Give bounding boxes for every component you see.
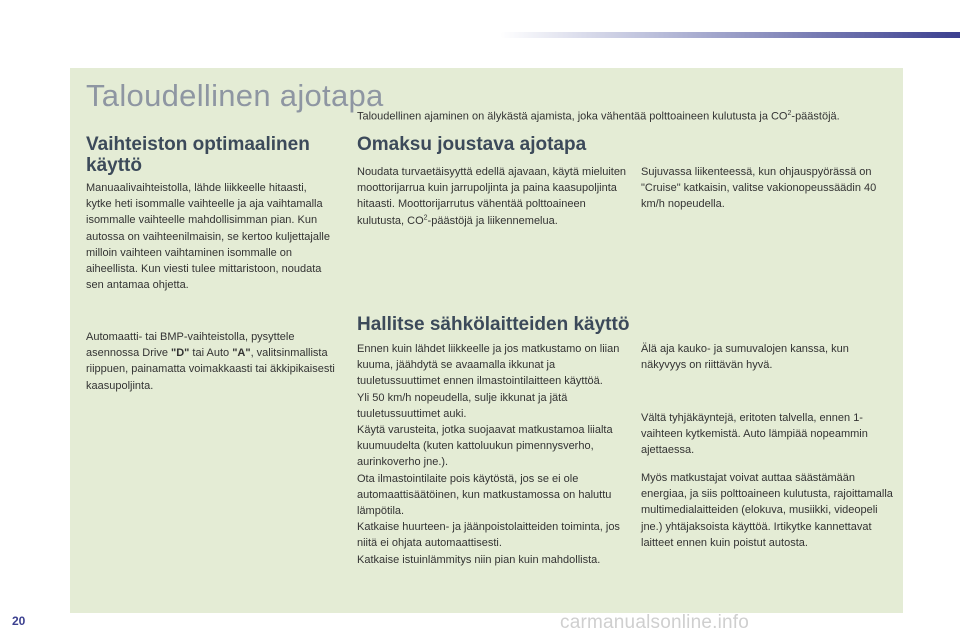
flex-paragraph-left: Noudata turvaetäisyyttä edellä ajavaan, käytä mieluiten moottorijarrua kuin jarrupoljinta ja paina kaasupoljinta hitaasti. Moottorijarrutus vähentää polttoaineen kulutusta, $CO^2$-päästöjä ja liikennemelua. <box>357 166 627 227</box>
electrical-paragraph-left: Ennen kuin lähdet liikkeelle ja jos matkustamo on liian kuuma, jäähdytä se avaamalla ikkunat ja tuuletussuuttimet ennen ilmastointilaitteen käyttöä. Yli 50 km/h nopeudella, sulje ikkunat ja jätä tuuletussuuttimet auki. Käytä varusteita, jotka suojaavat matkustamoa liialta kuumuudelta (kuten kattoluukun pimennysverho, aurinkoverho jne.). Ota ilmastointilaite pois käytöstä, jos se ei ole automaattisäätöinen, kun matkustamossa on haluttu lämpötila. Katkaise huurteen- ja jäänpoistolaitteiden toiminta, jos niitä ei ohjata automaattisesti. Katkaise istuinlämmitys niin pian kuin mahdollista. <box>357 343 620 566</box>
electrical-heading: Hallitse sähkölaitteiden käyttö <box>357 314 630 335</box>
flex-paragraph-right: Sujuvassa liikenteessä, kun ohjauspyörässä on "Cruise" katkaisin, valitse vakionopeussäädin 40 km/h nopeudella. <box>641 166 877 211</box>
page-subtitle: Taloudellinen ajaminen on älykästä ajamista, joka vähentää polttoaineen kulutusta ja $CO^2$-päästöjä. <box>357 110 840 123</box>
page-title: Taloudellinen ajotapa <box>86 78 384 113</box>
page-number: 20 <box>12 614 26 628</box>
electrical-paragraph-idling: Vältä tyhjäkäyntejä, eritoten talvella, ennen 1-vaihteen kytkemistä. Auto lämpiää nopeammin ajettaessa. <box>641 412 868 457</box>
gear-paragraph-automatic: Automaatti- tai BMP-vaihteistolla, pysyttele asennossa Drive "D" tai Auto "A", valitsinmallista riippuen, painamatta voimakkaasti tai äkkipikaisesti kaasupoljinta. <box>86 331 335 392</box>
gear-paragraph-manual: Manuaalivaihteistolla, lähde liikkeelle hitaasti, kytke heti isommalle vaihteelle ja aja vaihtamalla isommalle vaihteelle mahdollisimman pian. Kun autossa on vaihteenilmaisin, se kertoo kuljettajalle milloin vaihteen vaihtaminen isommalle on aiheellista. Kun viesti tulee mittaristoon, noudata sen antamaa ohjetta. <box>86 182 330 292</box>
electrical-paragraph-passengers: Myös matkustajat voivat auttaa säästämään energiaa, ja siis polttoaineen kulutusta, rajoittamalla multimedialaitteiden (elokuva, musiikki, videopeli jne.) yhtäjaksoista käyttöä. Irtikytke kannettavat laitteet ennen kuin poistut autosta. <box>641 472 893 549</box>
electrical-paragraph-lights: Älä aja kauko- ja sumuvalojen kanssa, kun näkyvyys on riittävän hyvä. <box>641 343 849 372</box>
flex-heading: Omaksu joustava ajotapa <box>357 134 587 155</box>
gear-heading: Vaihteiston optimaalinen käyttö <box>86 134 310 176</box>
watermark-text: carmanualsonline.info <box>560 612 750 633</box>
header-accent-bar <box>500 32 960 38</box>
